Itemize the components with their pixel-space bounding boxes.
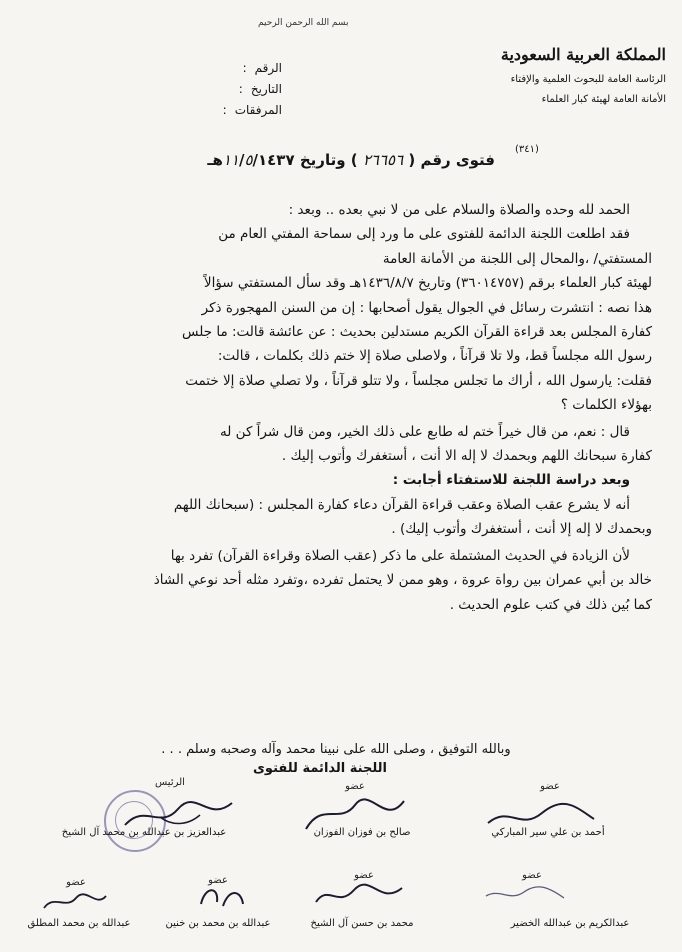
member-signature-icon [310, 878, 410, 914]
member-role: عضو [66, 877, 86, 888]
member-role: عضو [345, 781, 365, 792]
fatwa-title [60, 149, 495, 171]
body-line: لهيئة كبار العلماء برقم (٣٦٠١٤٧٥٧) وتاريخ ١٤٣٦/٨/٧هـ وقد سأل المستفتي سؤالاً [203, 275, 652, 292]
member-name: صالح بن فوزان الفوزان [313, 827, 411, 838]
body-line: لأن الزيادة في الحديث المشتملة على ما ذكر (عقب الصلاة وقراءة القرآن) تفرد بها [170, 547, 630, 564]
member-name: عبدالكريم بن عبدالله الخضير [510, 918, 630, 929]
fatwa-body [40, 198, 652, 617]
field-number-label: الرقم [254, 61, 282, 75]
fatwa-sep: / [238, 151, 245, 169]
member-role: عضو [354, 870, 374, 881]
committee-name: اللجنة الدائمة للفتوى [253, 761, 387, 776]
secretariat-name: الأمانة العامة لهيئة كبار العلماء [541, 94, 666, 105]
body-line: أنه لا يشرع عقب الصلاة وعقب قراءة القرآن دعاء كفارة المجلس : (سبحانك اللهم [173, 496, 630, 513]
member-signature-icon [40, 888, 110, 916]
presidency-name: الرئاسة العامة للبحوث العلمية والإفتاء [510, 74, 666, 85]
body-line: هذا نصه : انتشرت رسائل في الجوال يقول أصحابها : إن من السنن المهجورة ذكر [201, 299, 652, 316]
fatwa-middle: ) وتاريخ [299, 151, 358, 169]
chairman-name: عبدالعزيز بن عبدالله بن محمد آل الشيخ [61, 827, 227, 838]
answer-heading: وبعد دراسة اللجنة للاستفتاء أجابت : [392, 472, 630, 489]
body-line: المستفتي/ ،والمحال إلى اللجنة من الأمانة العامة [382, 250, 652, 267]
page-reference-number: (٣٤١) [515, 144, 539, 155]
member-role: عضو [208, 875, 228, 886]
field-date-label: التاريخ [250, 82, 282, 96]
opening-line: الحمد لله وحده والصلاة والسلام على من لا نبي بعده .. وبعد : [288, 202, 630, 218]
member-name: عبدالله بن محمد المطلق [27, 918, 131, 929]
member-name: عبدالله بن محمد بن خنين [165, 918, 271, 929]
field-attachments-label: المرفقات [234, 103, 282, 117]
member-role: عضو [522, 870, 542, 881]
member-name: أحمد بن علي سير المباركي [491, 827, 605, 838]
fatwa-day: ١١ [222, 151, 239, 169]
body-line: وبحمدك لا إله إلا أنت ، أستغفرك وأتوب إليك) . [391, 521, 652, 538]
member-name: محمد بن حسن آل الشيخ [310, 918, 414, 929]
closing-line: وبالله التوفيق ، وصلى الله على نبينا محمد وآله وصحبه وسلم . . . [161, 742, 511, 757]
basmala-calligraphy: بسم الله الرحمن الرحيم [258, 18, 349, 28]
field-date: التاريخ : [182, 79, 282, 100]
fatwa-number: ٢٦٦٥٦ [362, 151, 404, 169]
body-line: فقلت: يارسول الله ، أراك ما تجلس مجلساً ، ولا تتلو قرآناً ، ولا تصلي صلاة إلا ختمت [185, 372, 652, 389]
field-number: الرقم : [182, 58, 282, 79]
chairman-role: الرئيس [155, 777, 185, 788]
body-line: رسول الله مجلساً قط، ولا تلا قرآناً ، ولاصلى صلاة إلا ختم ذلك بكلمات ، قالت: [217, 348, 652, 365]
member-signature-icon [480, 878, 570, 908]
body-line: خالد بن أبي عمران بين رواة عروة ، وهو ممن لا يحتمل تفرده ،وتفرد مثله أحد نوعي الشاذ [153, 572, 652, 589]
fatwa-month: ٥ [244, 151, 253, 169]
fatwa-prefix: فتوى رقم ( [408, 151, 495, 169]
body-line: قال : نعم، من قال خيراً ختم له طابع على ذلك الخير، ومن قال شراً كن له [220, 423, 630, 440]
field-attachments: المرفقات : [182, 100, 282, 121]
body-line: كفارة سبحانك اللهم وبحمدك لا إله الا أنت ، أستغفرك وأتوب إليك . [281, 448, 652, 465]
member-role: عضو [540, 781, 560, 792]
fatwa-year: /١٤٣٧هـ [207, 151, 295, 169]
body-line: بهؤلاء الكلمات ؟ [560, 397, 652, 414]
kingdom-name: المملكة العربية السعودية [500, 45, 666, 64]
body-line: كفارة المجلس بعد قراءة القرآن الكريم مستدلين بحديث : عن عائشة قالت: ما جلس [182, 324, 652, 341]
member-signature-icon [195, 882, 250, 914]
body-line: فقد اطلعت اللجنة الدائمة للفتوى على ما ورد إلى سماحة المفتي العام من [218, 226, 630, 243]
body-line: كما بُين ذلك في كتب علوم الحديث . [449, 596, 652, 613]
reference-fields [182, 58, 282, 121]
letterhead [396, 44, 666, 108]
